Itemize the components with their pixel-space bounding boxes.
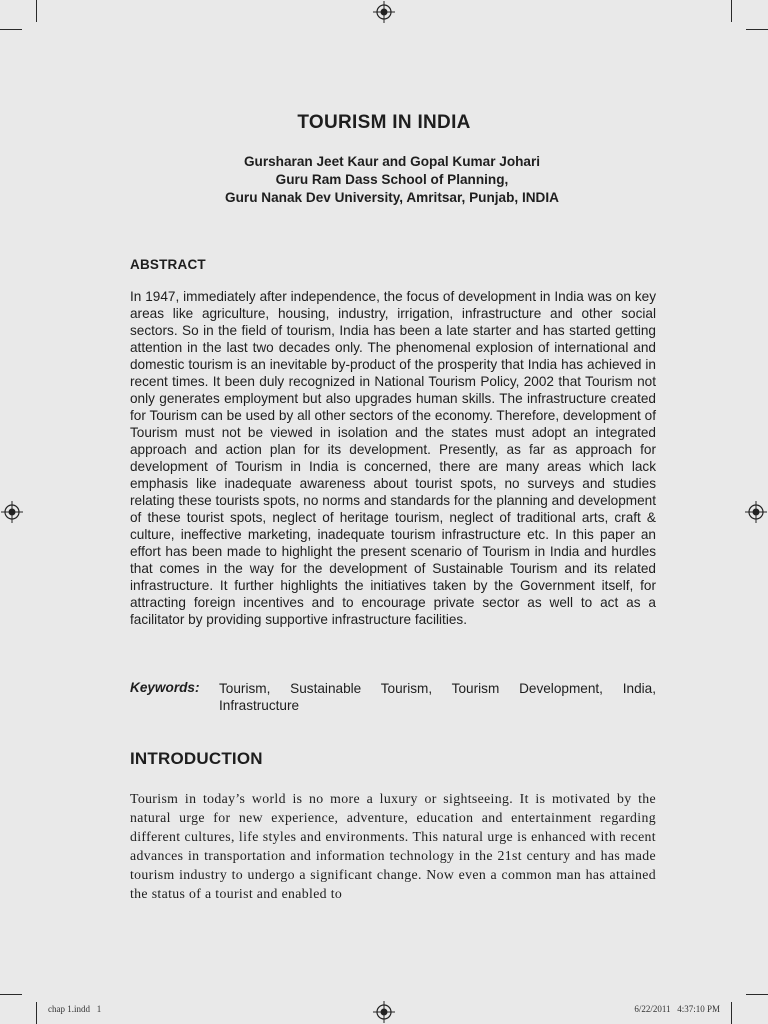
footer-file-label: chap 1.indd 1	[48, 1004, 102, 1014]
footer-timestamp: 6/22/2011 4:37:10 PM	[634, 1004, 720, 1014]
author-block	[100, 153, 684, 207]
author-school: Guru Ram Dass School of Planning,	[275, 172, 509, 187]
introduction-text: Tourism in today’s world is no more a luxury or sightseeing. It is motivated by the natural urge for new experience, adventure, education and entertainment regarding different cultures, life styles and environments. This natural urge is enhanced with recent advances in transportation and information technology in the 21st century and has made tourism industry to undergo a significant change. Now even a common man has attained the status of a tourist and enabled to	[130, 791, 656, 901]
introduction-heading: INTRODUCTION	[130, 749, 263, 768]
crop-mark	[0, 994, 22, 995]
registration-mark-icon	[1, 501, 23, 523]
paper-title: TOURISM IN INDIA	[297, 112, 471, 133]
registration-mark-icon	[373, 1001, 395, 1023]
crop-mark	[746, 994, 768, 995]
author-names: Gursharan Jeet Kaur and Gopal Kumar Johari	[243, 154, 541, 169]
registration-mark-icon	[373, 1, 395, 23]
crop-mark	[36, 1002, 37, 1024]
abstract-text: In 1947, immediately after independence, the focus of development in India was on key areas like agriculture, housing, industry, irrigation, infrastructure and other social sectors. So in the field of tourism, India has been a late starter and has started getting attention in the last two decades only. The phenomenal explosion of international and domestic tourism is an inevitable by-product of the prosperity that India has achieved in recent times. It been duly recognized in National Tourism Policy, 2002 that Tourism not only generates employment but also upgrades human skills. The infrastructure created for Tourism can be used by all other sectors of the economy. Therefore, development of Tourism must not be viewed in isolation and the states must adopt an integrated approach and action plan for its development. Presently, as far as approach for development of Tourism in India is concerned, there are many areas which lack emphasis like inadequate awareness about tourist spots, no surveys and studies relating these tourists spots, no norms and standards for the planning and development of these tourist spots, neglect of heritage tourism, neglect of traditional arts, craft & culture, ineffective marketing, inadequate tourism infrastructure etc. In this paper an effort has been made to highlight the present scenario of Tourism in India and hurdles that comes in the way for the development of Sustainable Tourism and its related infrastructure. It further highlights the initiatives taken by the Government itself, for attracting foreign incentives and to encourage private sector as well to act as a facilitator by providing supportive infrastructure facilities.	[130, 289, 656, 627]
crop-mark	[731, 1002, 732, 1024]
crop-mark	[746, 29, 768, 30]
crop-mark	[0, 29, 22, 30]
abstract-heading: ABSTRACT	[130, 257, 206, 272]
crop-mark	[731, 0, 732, 22]
author-university: Guru Nanak Dev University, Amritsar, Punjab, INDIA	[225, 190, 559, 205]
crop-mark	[36, 0, 37, 22]
registration-mark-icon	[745, 501, 767, 523]
keywords-text: Tourism, Sustainable Tourism, Tourism Development, India, Infrastructure	[219, 681, 656, 713]
keywords-label: Keywords:	[130, 680, 200, 695]
